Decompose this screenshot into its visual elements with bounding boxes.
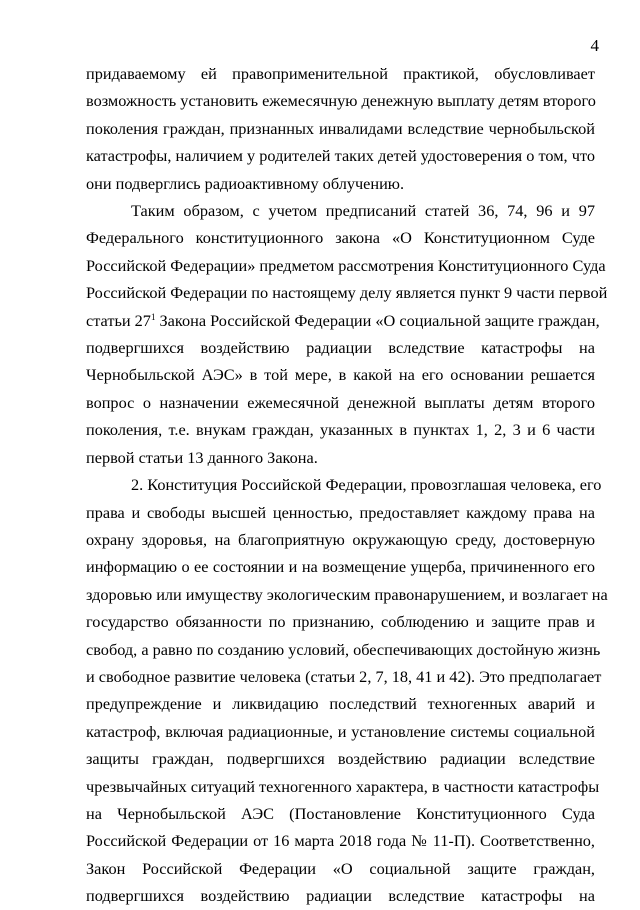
text-line: поколения, т.е. внукам граждан, указанных в пунктах 1, 2, 3 и 6 части	[86, 420, 595, 440]
text-line: Закон Российской Федерации «О социальной защите граждан,	[86, 858, 595, 878]
text-line: права и свободы высшей ценностью, предоставляет каждому права на	[86, 502, 595, 522]
text-line: катастрофы, наличием у родителей таких детей удостоверения о том, что	[86, 146, 595, 166]
text-line: Российской Федерации» предметом рассмотрения Конституционного Суда	[86, 255, 606, 275]
text-line: вопрос о назначении ежемесячной денежной выплаты детям второго	[86, 392, 595, 412]
text-line: и свободное развитие человека (статьи 2, 7, 18, 41 и 42). Это предполагает	[86, 666, 602, 686]
text-line: Федерального конституционного закона «О Конституционном Суде	[86, 228, 595, 248]
text-line: Таким образом, с учетом предписаний статей 36, 74, 96 и 97	[131, 201, 595, 221]
page-number: 4	[590, 36, 599, 55]
text-line: предупреждение и ликвидацию последствий техногенных аварий и	[86, 694, 595, 714]
paragraph-3	[86, 471, 608, 910]
text-line: придаваемому ей правоприменительной практикой, обусловливает	[86, 64, 595, 83]
document-body	[86, 60, 608, 910]
text-line: свобод, а равно по созданию условий, обеспечивающих достойную жизнь	[86, 639, 601, 659]
superscript: 1	[150, 311, 156, 322]
text-line: катастроф, включая радиационные, и установление системы социальной	[86, 721, 595, 741]
text-line: информацию о ее состоянии и на возмещение ущерба, причиненного его	[86, 557, 595, 577]
text-fragment: Закона Российской Федерации «О социальной защите граждан,	[155, 310, 600, 330]
text-fragment: статьи 27	[86, 310, 151, 330]
text-line: здоровью или имуществу экологическим правонарушением, и возлагает на	[86, 584, 608, 604]
text-line: охрану здоровья, на благоприятную окружающую среду, достоверную	[86, 529, 595, 549]
text-line: государство обязанности по признанию, соблюдению и защите прав и	[86, 612, 595, 632]
text-line: на Чернобыльской АЭС (Постановление Конституционного Суда	[86, 803, 595, 823]
text-line: чрезвычайных ситуаций техногенного характера, в частности катастрофы	[86, 776, 600, 796]
text-line: Российской Федерации по настоящему делу является пункт 9 части первой	[86, 283, 608, 303]
text-line: первой статьи 13 данного Закона.	[86, 447, 318, 467]
text-line: поколения граждан, признанных инвалидами вследствие чернобыльской	[86, 118, 595, 138]
text-line: возможность установить ежемесячную денежную выплату детям второго	[86, 91, 596, 111]
text-line: защиты граждан, подвергшихся воздействию радиации вследствие	[86, 749, 595, 769]
text-line: они подверглись радиоактивному облучению.	[86, 173, 405, 193]
text-line: подвергшихся воздействию радиации вследствие катастрофы на	[86, 886, 595, 906]
paragraph-2	[86, 197, 608, 471]
paragraph-1	[86, 60, 595, 197]
text-line: 2. Конституция Российской Федерации, провозглашая человека, его	[131, 475, 602, 495]
text-line: Чернобыльской АЭС» в той мере, в какой на его основании решается	[86, 365, 595, 385]
text-line-with-superscript	[86, 307, 600, 334]
text-line: Российской Федерации от 16 марта 2018 года № 11-П). Соответственно,	[86, 831, 595, 851]
text-line: подвергшихся воздействию радиации вследствие катастрофы на	[86, 338, 595, 358]
